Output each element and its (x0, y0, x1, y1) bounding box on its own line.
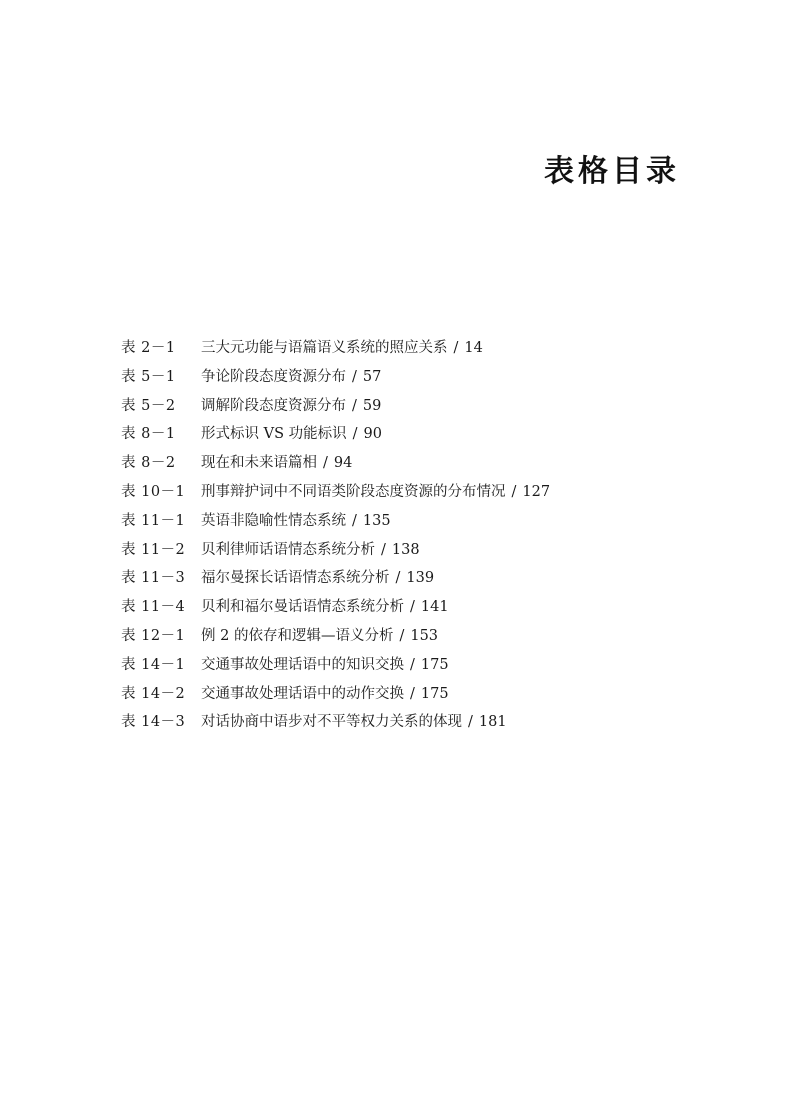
toc-entry-label: 表 8－1 (121, 426, 176, 443)
toc-entry[interactable] (121, 593, 550, 622)
toc-entry-label: 表 8－2 (121, 455, 176, 472)
toc-entry-separator: / (352, 426, 358, 443)
toc-entry-title: 形式标识 VS 功能标识 (201, 426, 347, 443)
toc-entry-separator: / (468, 714, 473, 731)
toc-entry[interactable] (121, 651, 550, 680)
toc-entry-label: 表 12－1 (121, 627, 186, 644)
toc-entry-label: 表 5－1 (121, 368, 176, 385)
toc-entry-page-number: 181 (478, 714, 507, 731)
toc-entry[interactable] (121, 536, 550, 565)
toc-entry[interactable] (121, 507, 550, 536)
toc-entry-page-number: 175 (420, 685, 449, 702)
toc-entry-label: 表 14－3 (121, 714, 186, 731)
table-of-contents-list (121, 334, 550, 737)
toc-entry-label: 表 5－2 (121, 397, 176, 414)
toc-entry-label: 表 2－1 (121, 340, 176, 356)
toc-entry-label: 表 14－1 (121, 656, 186, 673)
toc-entry-title: 交通事故处理话语中的知识交换 (201, 656, 404, 673)
toc-entry-label: 表 11－3 (121, 570, 186, 587)
toc-entry-label: 表 14－2 (121, 685, 186, 702)
toc-entry[interactable] (121, 392, 550, 421)
toc-entry[interactable] (121, 622, 550, 651)
toc-entry-page-number: 135 (362, 512, 391, 529)
page-title: 表格目录 (544, 154, 680, 189)
toc-entry-page-number: 94 (333, 455, 353, 472)
toc-entry-separator: / (410, 599, 415, 616)
toc-entry[interactable] (121, 478, 550, 507)
toc-entry-separator: / (453, 340, 459, 356)
toc-entry-page-number: 138 (391, 541, 420, 558)
toc-entry-separator: / (352, 397, 357, 414)
toc-entry-title: 福尔曼探长话语情态系统分析 (201, 570, 390, 587)
toc-entry-separator: / (399, 627, 405, 644)
toc-entry[interactable] (121, 708, 550, 737)
toc-entry-separator: / (323, 455, 328, 472)
toc-entry-separator: / (395, 570, 401, 587)
toc-entry-separator: / (511, 483, 517, 500)
toc-entry-page-number: 139 (406, 570, 435, 587)
toc-entry[interactable] (121, 420, 550, 449)
toc-entry-page-number: 14 (464, 340, 483, 356)
toc-entry-page-number: 57 (362, 368, 382, 385)
toc-entry-label: 表 10－1 (121, 483, 186, 500)
toc-entry[interactable] (121, 334, 550, 363)
toc-entry-page-number: 141 (420, 599, 449, 616)
toc-entry-separator: / (410, 685, 415, 702)
toc-entry-title: 英语非隐喻性情态系统 (201, 512, 346, 529)
toc-entry-page-number: 127 (522, 483, 551, 500)
toc-entry-separator: / (352, 512, 357, 529)
toc-entry-label: 表 11－4 (121, 599, 186, 616)
toc-entry-separator: / (410, 656, 415, 673)
toc-entry-page-number: 153 (410, 627, 439, 644)
toc-entry-title: 争论阶段态度资源分布 (201, 368, 346, 385)
toc-entry-title: 例 2 的依存和逻辑—语义分析 (201, 627, 394, 644)
toc-entry-page-number: 175 (420, 656, 449, 673)
toc-entry-title: 贝利律师话语情态系统分析 (201, 541, 375, 558)
toc-entry[interactable] (121, 680, 550, 709)
toc-entry-separator: / (381, 541, 386, 558)
toc-entry-title: 交通事故处理话语中的动作交换 (201, 685, 404, 702)
toc-entry-title: 现在和未来语篇相 (201, 455, 317, 472)
toc-entry-title: 三大元功能与语篇语义系统的照应关系 (201, 340, 448, 356)
toc-entry[interactable] (121, 363, 550, 392)
toc-entry-title: 调解阶段态度资源分布 (201, 397, 346, 414)
toc-entry-separator: / (352, 368, 357, 385)
toc-entry[interactable] (121, 564, 550, 593)
toc-entry-label: 表 11－1 (121, 512, 186, 529)
toc-entry-title: 贝利和福尔曼话语情态系统分析 (201, 599, 404, 616)
toc-entry-title: 对话协商中语步对不平等权力关系的体现 (201, 714, 462, 731)
toc-entry-page-number: 59 (362, 397, 382, 414)
toc-entry[interactable] (121, 449, 550, 478)
toc-entry-page-number: 90 (363, 426, 382, 443)
toc-entry-title: 刑事辩护词中不同语类阶段态度资源的分布情况 (201, 483, 506, 500)
toc-entry-label: 表 11－2 (121, 541, 186, 558)
